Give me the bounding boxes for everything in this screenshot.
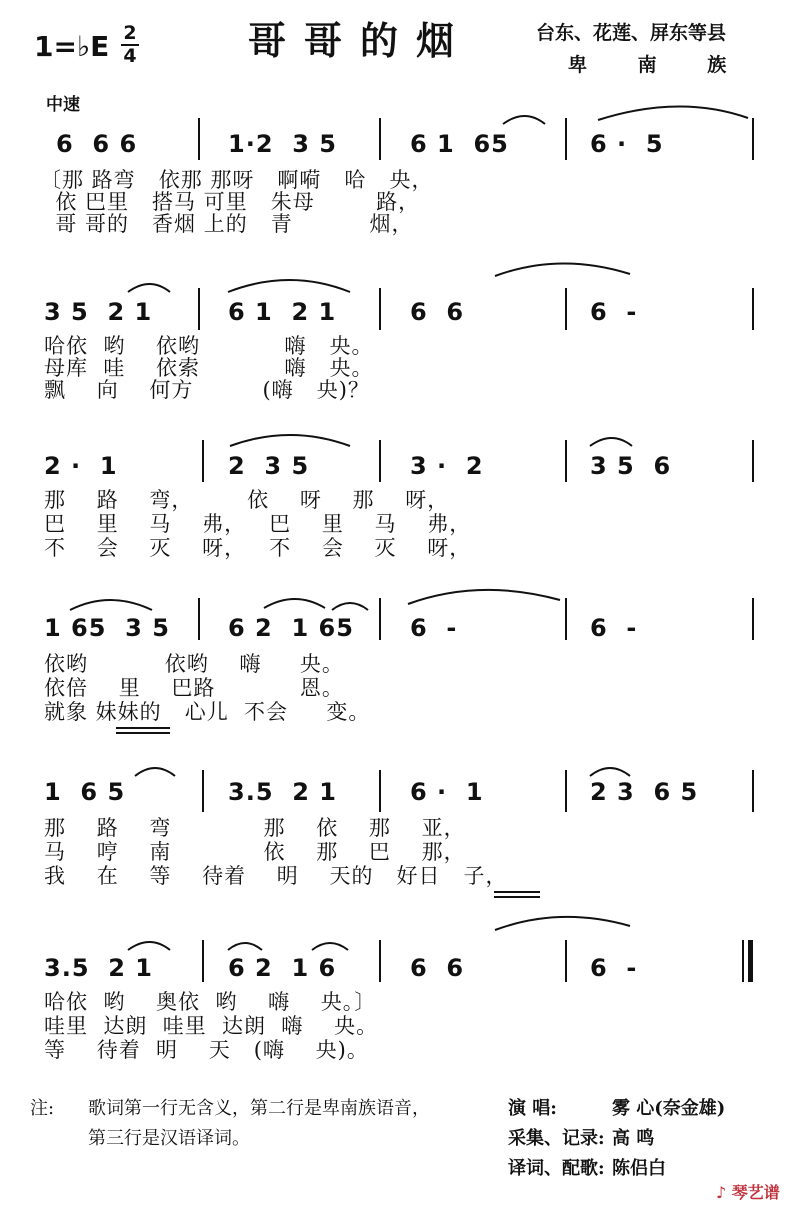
slur-mark: [598, 106, 748, 120]
lyric-line-2: 哇里 达朗 哇里 达朗 嗨 央。: [44, 1014, 379, 1038]
credit-translator-role: 译词、配歌:: [508, 1158, 605, 1179]
measure-10: 2 3 5: [228, 452, 310, 480]
measure-13: 1 65 3 5: [44, 614, 170, 642]
measure-7: 6 6: [410, 298, 465, 326]
measure-16: 6 -: [590, 614, 638, 642]
time-signature-top: 2: [123, 22, 137, 44]
measure-2: 1·2 3 5: [228, 130, 337, 158]
lyric-line-2: 母库 哇 依索 嗨 央。: [44, 356, 374, 380]
measure-3: 6 1 65: [410, 130, 509, 158]
lyric-line-1: 哈依 哟 奥依 哟 嗨 央。〕: [44, 990, 377, 1014]
credit-performer-name: 雾 心(奈金雄): [612, 1098, 726, 1119]
slur-mark: [590, 768, 630, 776]
lyric-line-3: 等 待着 明 天 (嗨 央)。: [44, 1038, 369, 1062]
key-signature: 1=♭E: [34, 30, 110, 63]
measure-12: 3 5 6: [590, 452, 672, 480]
slur-mark: [590, 438, 632, 446]
slur-mark: [312, 943, 348, 950]
measure-23: 6 6: [410, 954, 465, 982]
lyric-line-2: 马 哼 南 依 那 巴 那，: [44, 840, 466, 864]
measure-5: 3 5 2 1: [44, 298, 153, 326]
slur-mark: [228, 280, 350, 292]
lyric-line-3: 不 会 灭 呀， 不 会 灭 呀，: [44, 536, 472, 560]
slur-mark: [128, 942, 170, 950]
slur-mark: [70, 600, 152, 610]
measure-9: 2 · 1: [44, 452, 118, 480]
tempo-marking: 中速: [46, 95, 80, 115]
lyric-line-1: 哈依 哟 依哟 嗨 央。: [44, 334, 374, 358]
credit-collector-role: 采集、记录:: [508, 1128, 605, 1149]
origin-ethnic-group: 卑 南 族: [568, 54, 749, 76]
measure-14: 6 2 1 65: [228, 614, 354, 642]
measure-18: 3.5 2 1: [228, 778, 337, 806]
measure-4: 6 · 5: [590, 130, 664, 158]
watermark-logo: [716, 1180, 780, 1203]
lyric-line-3: 飘 向 何方 (嗨 央)？: [44, 378, 370, 402]
credit-translator-name: 陈侣白: [612, 1158, 666, 1179]
lyric-line-3: 哥 哥的 香烟 上的 青 烟，: [40, 212, 414, 236]
lyric-line-1: 那 路 弯 那 依 那 亚，: [44, 816, 466, 840]
slur-mark: [230, 435, 350, 446]
measure-20: 2 3 6 5: [590, 778, 699, 806]
origin-region: 台东、花莲、屏东等县: [536, 22, 727, 44]
lyric-line-1: 〔那 路弯 依那 那呀 啊嗬 哈 央，: [40, 168, 434, 192]
measure-21: 3.5 2 1: [44, 954, 153, 982]
slur-mark: [135, 768, 175, 776]
measure-19: 6 · 1: [410, 778, 484, 806]
slur-mark: [228, 943, 262, 950]
footnote-line-2: 第三行是汉语译词。: [88, 1128, 250, 1149]
measure-17: 1 6 5: [44, 778, 126, 806]
credit-performer-role: 演 唱:: [508, 1098, 557, 1119]
time-signature: [121, 24, 139, 66]
slur-mark: [408, 590, 560, 604]
slur-mark: [128, 284, 170, 292]
lyric-line-2: 巴 里 马 弗， 巴 里 马 弗，: [44, 512, 472, 536]
lyric-line-3: 就象 妹妹的 心儿 不会 变。: [44, 700, 371, 724]
lyric-line-1: 那 路 弯， 依 呀 那 呀，: [44, 488, 450, 512]
measure-1: 6 6 6: [56, 130, 138, 158]
slur-mark: [332, 603, 368, 610]
slur-mark: [503, 116, 545, 124]
slur-mark: [495, 263, 630, 276]
measure-6: 6 1 2 1: [228, 298, 337, 326]
watermark-icon: ♪: [716, 1183, 732, 1202]
measure-8: 6 -: [590, 298, 638, 326]
lyric-line-2: 依 巴里 搭马 可里 朱母 路，: [40, 190, 421, 214]
time-signature-bottom: 4: [123, 45, 137, 67]
lyric-line-1: 依哟 依哟 嗨 央。: [44, 652, 344, 676]
credit-collector-name: 高 鸣: [612, 1128, 655, 1149]
measure-11: 3 · 2: [410, 452, 484, 480]
footnote-line-1: 歌词第一行无含义，第二行是卑南族语音，: [88, 1098, 430, 1119]
slur-mark: [264, 599, 325, 608]
lyric-line-2: 依倍 里 巴路 恩。: [44, 676, 344, 700]
footnote-label: 注:: [30, 1098, 55, 1119]
measure-24: 6 -: [590, 954, 638, 982]
slur-mark: [495, 917, 630, 930]
song-title: 哥哥的烟: [248, 18, 473, 63]
lyric-line-3: 我 在 等 待着 明 天的 好日 子，: [44, 864, 508, 888]
measure-15: 6 -: [410, 614, 458, 642]
watermark-text: 琴艺谱: [731, 1183, 780, 1202]
measure-22: 6 2 1 6: [228, 954, 337, 982]
